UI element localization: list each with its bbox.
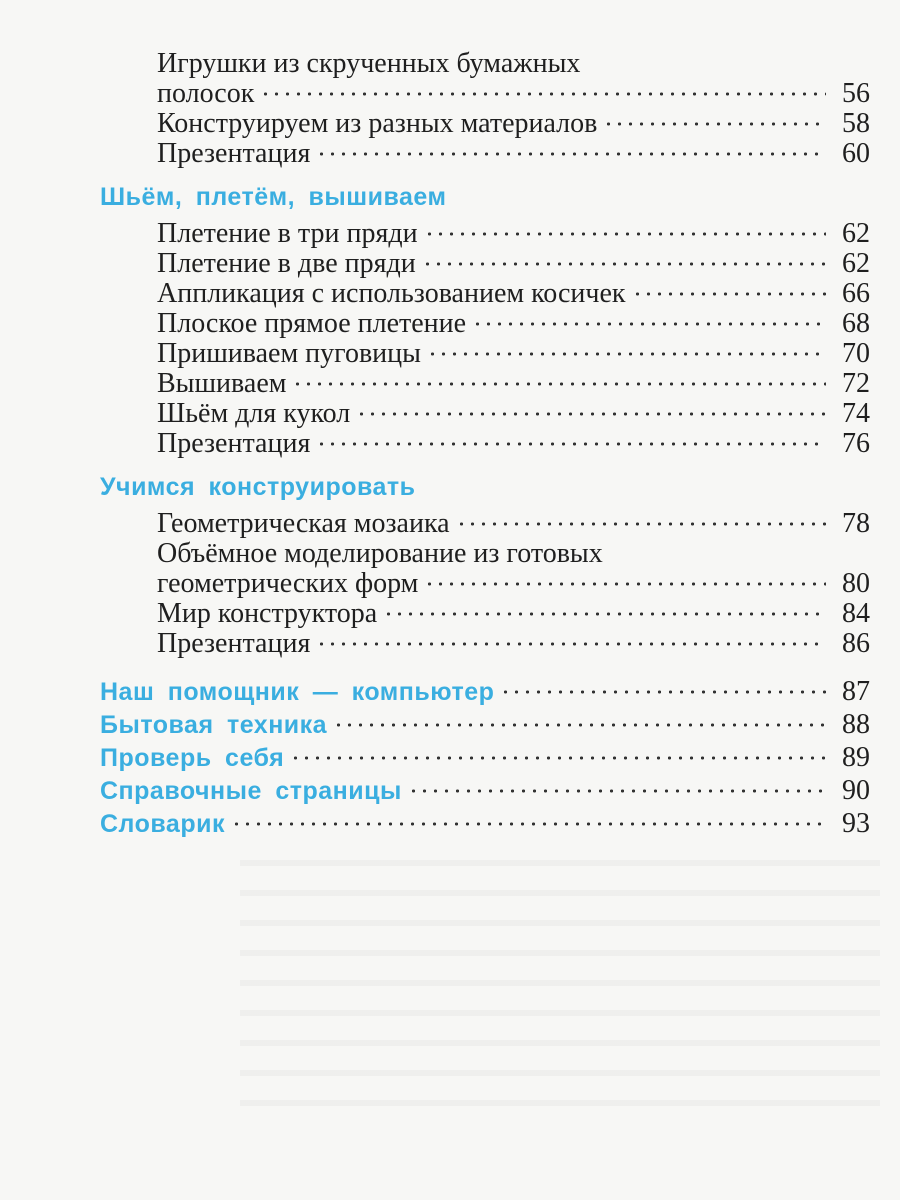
page-number: 86 xyxy=(842,628,870,659)
toc-item-label: Презентация xyxy=(157,138,311,169)
toc-section-item xyxy=(100,808,870,840)
toc-section-item xyxy=(100,676,870,708)
toc-item-label: Вышиваем xyxy=(157,368,287,399)
page-number: 84 xyxy=(842,598,870,629)
toc-section-item xyxy=(100,742,870,774)
toc-item xyxy=(157,278,870,310)
leader-dots xyxy=(424,582,826,586)
section-heading xyxy=(100,473,416,502)
leader-dots xyxy=(383,612,826,616)
toc-item-label: Шьём для кукол xyxy=(157,398,351,429)
page-number: 88 xyxy=(842,709,870,740)
toc-item-label: Пришиваем пуговицы xyxy=(157,338,421,369)
page-number: 72 xyxy=(842,368,870,399)
toc-item-label: Плоское прямое плетение xyxy=(157,308,467,339)
toc-item xyxy=(157,108,870,140)
leader-dots xyxy=(292,382,826,386)
toc-section-item xyxy=(100,775,870,807)
page-number: 56 xyxy=(842,78,870,109)
page-number: 62 xyxy=(842,218,870,249)
toc-item-label: Аппликация с использованием косичек xyxy=(157,278,626,309)
leader-dots xyxy=(603,122,826,126)
page-number: 90 xyxy=(842,775,870,806)
section-title: Словарик xyxy=(100,810,225,838)
toc-item-label: Мир конструктора xyxy=(157,598,378,629)
page-number: 60 xyxy=(842,138,870,169)
toc-item-label-line1: Объёмное моделирование из готовых xyxy=(157,538,603,569)
leader-dots xyxy=(422,262,826,266)
toc-section-item xyxy=(100,709,870,741)
section-title: Шьём, плетём, вышиваем xyxy=(100,183,447,211)
leader-dots xyxy=(632,292,827,296)
toc-item xyxy=(157,368,870,400)
toc-item-label: Плетение в три пряди xyxy=(157,218,418,249)
toc-item-label: Конструируем из разных материалов xyxy=(157,108,598,139)
page-number: 78 xyxy=(842,508,870,539)
toc-item-label-line1: Игрушки из скрученных бумажных xyxy=(157,48,581,79)
section-title: Бытовая техника xyxy=(100,711,328,739)
leader-dots xyxy=(316,642,826,646)
leader-dots xyxy=(424,232,826,236)
page-number: 70 xyxy=(842,338,870,369)
page-number: 89 xyxy=(842,742,870,773)
page-number: 87 xyxy=(842,676,870,707)
page-number: 74 xyxy=(842,398,870,429)
leader-dots xyxy=(290,756,826,760)
leader-dots xyxy=(456,522,826,526)
toc-item-label: полосок xyxy=(157,78,255,109)
toc-item xyxy=(157,598,870,630)
toc-item xyxy=(157,568,870,600)
toc-item xyxy=(157,508,870,540)
leader-dots xyxy=(333,723,826,727)
section-title: Проверь себя xyxy=(100,744,285,772)
section-title: Справочные страницы xyxy=(100,777,402,805)
leader-dots xyxy=(260,92,826,96)
toc-item xyxy=(157,628,870,660)
page-number: 66 xyxy=(842,278,870,309)
toc-item xyxy=(157,398,870,430)
section-heading xyxy=(100,183,446,212)
leader-dots xyxy=(316,152,826,156)
section-title: Наш помощник — компьютер xyxy=(100,678,495,706)
toc-item-label: Презентация xyxy=(157,628,311,659)
leader-dots xyxy=(500,690,826,694)
leader-dots xyxy=(231,822,826,826)
leader-dots xyxy=(356,412,826,416)
toc-item-label: Плетение в две пряди xyxy=(157,248,416,279)
page-number: 76 xyxy=(842,428,870,459)
toc-item xyxy=(157,218,870,250)
leader-dots xyxy=(472,322,826,326)
section-title: Учимся конструировать xyxy=(100,473,416,501)
toc-item-label: геометрических форм xyxy=(157,568,419,599)
leader-dots xyxy=(316,442,826,446)
toc-item xyxy=(157,338,870,370)
toc-item xyxy=(157,138,870,170)
page-number: 80 xyxy=(842,568,870,599)
toc-item-label: Презентация xyxy=(157,428,311,459)
page-number: 68 xyxy=(842,308,870,339)
toc-item xyxy=(157,78,870,110)
toc-item xyxy=(157,248,870,280)
show-through-print xyxy=(240,860,880,1120)
toc-item xyxy=(157,428,870,460)
page-number: 62 xyxy=(842,248,870,279)
toc-item xyxy=(157,308,870,340)
leader-dots xyxy=(408,789,826,793)
toc-item-label: Геометрическая мозаика xyxy=(157,508,450,539)
page-number: 58 xyxy=(842,108,870,139)
leader-dots xyxy=(427,352,826,356)
page-number: 93 xyxy=(842,808,870,839)
